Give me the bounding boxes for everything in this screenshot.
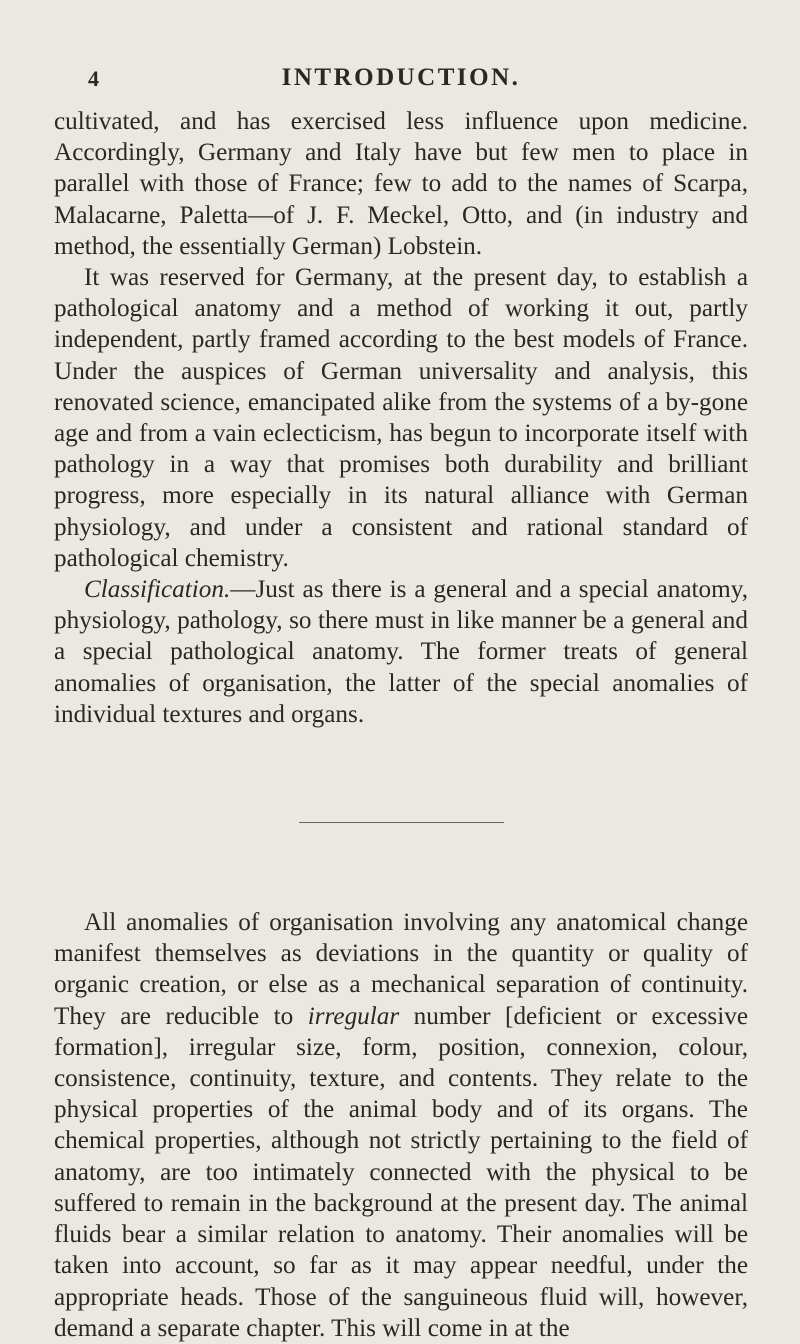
paragraph-text: number [deficient or excessive formation], irregular size, form, position, connexion, colour, consistence, continuity, texture, and contents. They relate to the physical properties of the animal body and of its organs. The chemical properties, although not strictly pertaining to the field of anatomy, are too intimately connected with the physical to be suffered to remain in the background at the present day. The animal fluids bear a similar relation to anatomy. Their anomalies will be taken into account, so far as it may appear needful, under the appropriate heads. Those of the sanguineous fluid will, however, demand a separate chapter. This will come in at the xyxy=(54,1002,748,1342)
page-number: 4 xyxy=(88,66,99,91)
paragraph xyxy=(54,574,748,730)
paragraph-text: All anomalies of organisation involving any anatomical change manifest themselves as deviations in the quantity or quality of organic creation, or else as a mechanical separation of continuity. They are reducible to xyxy=(54,909,748,1030)
classification-heading: Classification. xyxy=(84,576,231,604)
emphasis: irregular xyxy=(307,1002,400,1030)
running-head: INTRODUCTION. xyxy=(281,64,521,91)
paragraph-text: —Just as there is a general and a special anatomy, physiology, pathology, so there must in like manner be a general and a special pathological anatomy. The former treats of general anomalies of organisation, the latter of the special anomalies of individual textures and organs. xyxy=(54,576,748,728)
paragraph: cultivated, and has exercised less influence upon medicine. Accordingly, Germany and Italy have but few men to place in parallel with those of France; few to add to the names of Scarpa, Malacarne, Paletta—of J. F. Meckel, Otto, and (in industry and method, the essentially German) Lobstein. xyxy=(54,108,748,260)
paragraph xyxy=(54,907,748,1344)
section-2 xyxy=(54,907,748,1344)
section-divider xyxy=(299,822,504,823)
paragraph: It was reserved for Germany, at the present day, to establish a pathological anatomy and a method of working it out, partly independent, partly framed according to the best models of France. Under the auspices of German universality and analysis, this renovated science, emancipated alike from the systems of a by-gone age and from a vain eclecticism, has begun to incorporate itself with pathology in a way that promises both durability and brilliant progress, more especially in its natural alliance with German physiology, and under a consistent and rational standard of pathological chemistry. xyxy=(54,264,748,572)
page-header xyxy=(54,58,748,106)
section-1 xyxy=(54,106,748,730)
